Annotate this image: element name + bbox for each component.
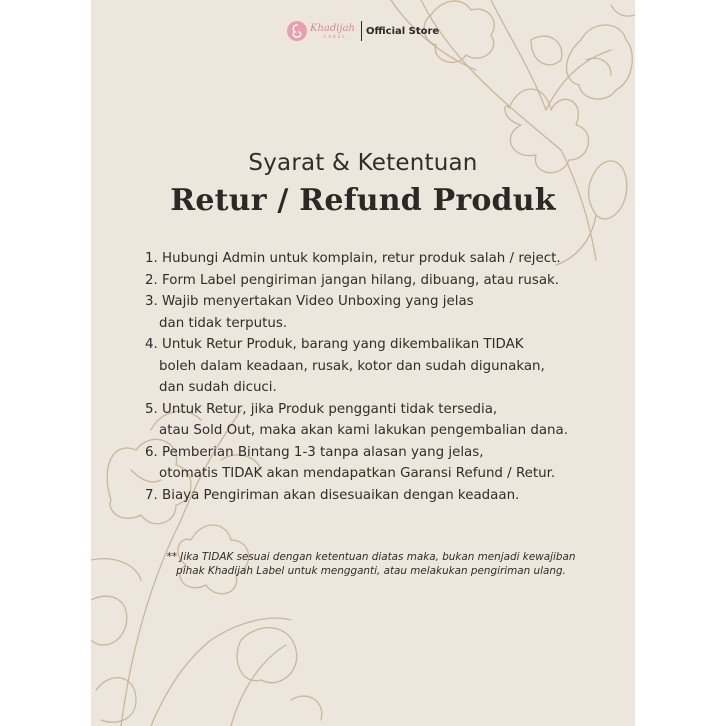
disclaimer-note — [121, 550, 621, 578]
brand-name-main: Khadijah — [310, 22, 355, 34]
terms-item-continuation: otomatis TIDAK akan mendapatkan Garansi Refund / Retur. — [159, 466, 556, 481]
brand-logo-icon — [287, 21, 307, 41]
terms-item-text: 2. Form Label pengiriman jangan hilang, dibuang, atau rusak. — [145, 272, 560, 288]
page-title: Retur / Refund Produk — [170, 183, 556, 218]
terms-list-item — [145, 399, 615, 442]
brand-divider — [361, 21, 362, 41]
terms-list — [145, 248, 615, 506]
disclaimer-line: pihak Khadijah Label untuk mengganti, atau melakukan pengiriman ulang. — [176, 565, 566, 577]
terms-list-item — [145, 270, 615, 292]
official-store-label: Official Store — [365, 25, 440, 37]
terms-item-continuation: atau Sold Out, maka akan kami lakukan pengembalian dana. — [159, 423, 568, 438]
terms-item-continuation: dan sudah dicuci. — [159, 380, 277, 395]
terms-list-item — [145, 248, 615, 270]
terms-item-continuation: boleh dalam keadaan, rusak, kotor dan sudah digunakan, — [159, 358, 545, 374]
terms-item-continuation: dan tidak terputus. — [159, 315, 288, 331]
brand-name — [310, 24, 355, 39]
terms-item-text: 6. Pemberian Bintang 1-3 tanpa alasan yang jelas, — [145, 444, 484, 460]
disclaimer-line: ** Jika TIDAK sesuai dengan ketentuan diatas maka, bukan menjadi kewajiban — [166, 551, 576, 563]
terms-item-text: 4. Untuk Retur Produk, barang yang dikembalikan TIDAK — [145, 337, 524, 352]
page-subtitle: Syarat & Ketentuan — [248, 150, 478, 176]
terms-item-text: 7. Biaya Pengiriman akan disesuaikan dengan keadaan. — [145, 487, 520, 503]
terms-poster — [91, 0, 635, 726]
brand-header — [287, 20, 439, 42]
terms-list-item — [145, 334, 615, 399]
terms-item-text: 5. Untuk Retur, jika Produk pengganti tidak tersedia, — [145, 401, 498, 417]
terms-item-text: 3. Wajib menyertakan Video Unboxing yang jelas — [145, 294, 474, 309]
brand-name-sub: LABEL — [324, 33, 347, 39]
terms-item-text: 1. Hubungi Admin untuk komplain, retur produk salah / reject. — [145, 251, 561, 266]
terms-list-item — [145, 291, 615, 334]
terms-list-item — [145, 485, 615, 507]
terms-list-item — [145, 442, 615, 485]
